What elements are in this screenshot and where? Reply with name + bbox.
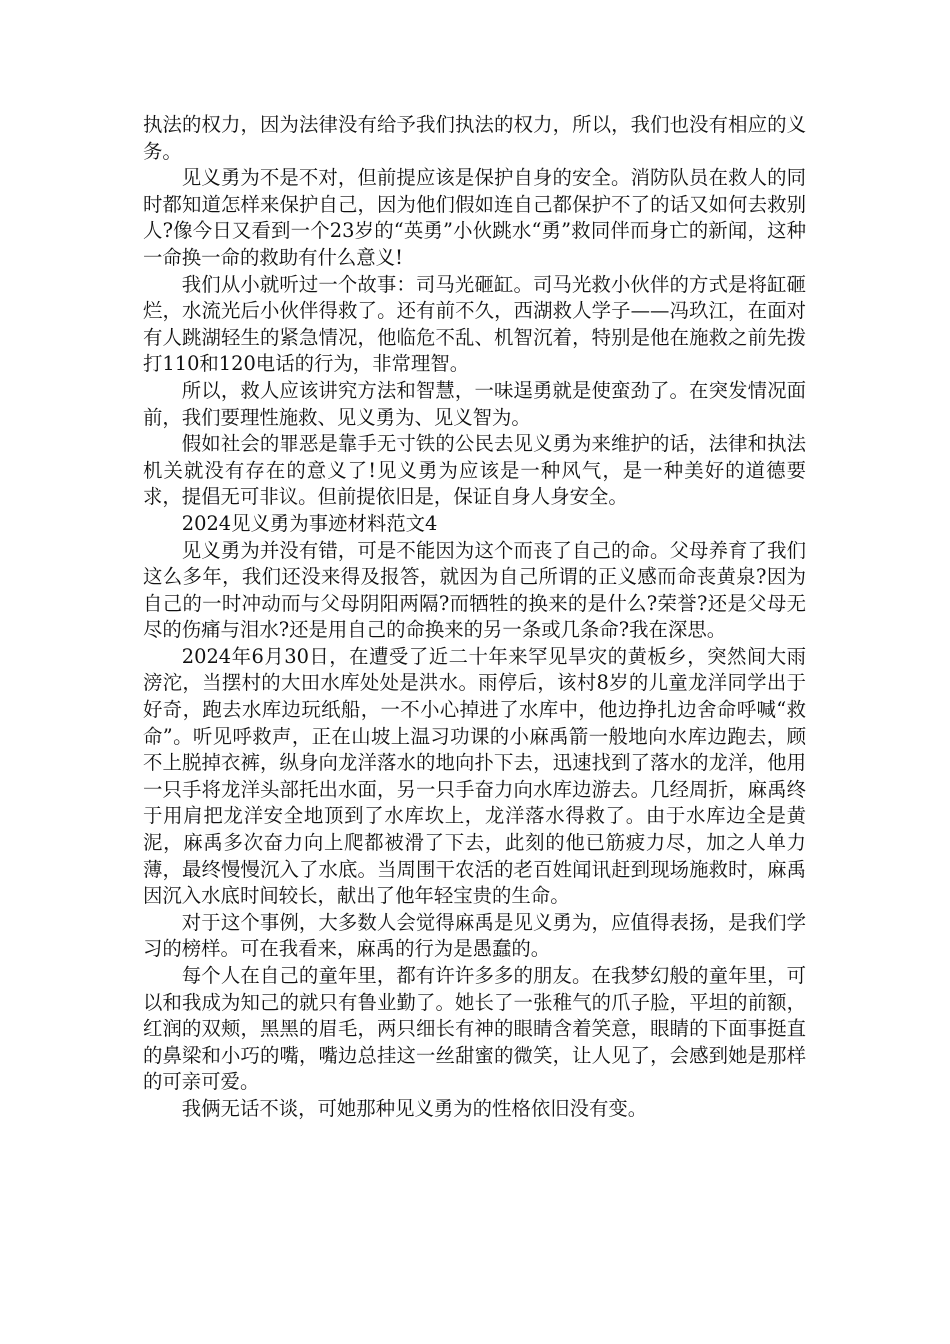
paragraph: 每个人在自己的童年里，都有许许多多的朋友。在我梦幻般的童年里，可以和我成为知己的就只有鲁业勤了。她长了一张稚气的爪子脸，平坦的前额，红润的双颊，黑黑的眉毛，两只细长有神的眼睛含着笑意，眼睛的下面事挺直的鼻梁和小巧的嘴，嘴边总挂这一丝甜蜜的微笑，让人见了，会感到她是那样的可亲可爱。 xyxy=(143,964,806,1094)
paragraph: 所以，救人应该讲究方法和智慧，一味逞勇就是使蛮劲了。在突发情况面前，我们要理性施救、见义勇为、见义智为。 xyxy=(143,378,806,429)
paragraph: 执法的权力，因为法律没有给予我们执法的权力，所以，我们也没有相应的义务。 xyxy=(143,113,806,163)
paragraph: 见义勇为并没有错，可是不能因为这个而丧了自己的命。父母养育了我们这么多年，我们还没来得及报答，就因为自己所谓的正义感而命丧黄泉?因为自己的一时冲动而与父母阴阳两隔?而牺牲的换来的是什么?荣誉?还是父母无尽的伤痛与泪水?还是用自己的命换来的另一条或几条命?我在深思。 xyxy=(143,538,806,642)
paragraph: 见义勇为不是不对，但前提应该是保护自身的安全。消防队员在救人的同时都知道怎样来保护自己，因为他们假如连自己都保护不了的话又如何去救别人?像今日又看到一个23岁的“英勇”小伙跳水“勇”救同伴而身亡的新闻，这种一命换一命的救助有什么意义! xyxy=(143,166,806,269)
paragraph: 假如社会的罪恶是靠手无寸铁的公民去见义勇为来维护的话，法律和执法机关就没有存在的意义了!见义勇为应该是一种风气，是一种美好的道德要求，提倡无可非议。但前提依旧是，保证自身人身安全。 xyxy=(143,432,806,509)
paragraph: 我们从小就听过一个故事：司马光砸缸。司马光救小伙伴的方式是将缸砸烂，水流光后小伙伴得救了。还有前不久，西湖救人学子——冯玖江，在面对有人跳湖轻生的紧急情况，他临危不乱、机智沉着，特别是他在施救之前先拨打110和120电话的行为，非常理智。 xyxy=(143,272,806,376)
paragraph: 对于这个事例，大多数人会觉得麻禹是见义勇为，应值得表扬，是我们学习的榜样。可在我看来，麻禹的行为是愚蠢的。 xyxy=(143,910,806,961)
section-heading: 2024见义勇为事迹材料范文4 xyxy=(181,511,438,535)
document-body xyxy=(143,112,806,1123)
paragraph: 2024年6月30日，在遭受了近二十年来罕见旱灾的黄板乡，突然间大雨滂沱，当摆村的大田水库处处是洪水。雨停后，该村8岁的儿童龙洋同学出于好奇，跑去水库边玩纸船，一不小心掉进了水库中，他边挣扎边舍命呼喊“救命”。听见呼救声，正在山坡上温习功课的小麻禹箭一般地向水库边跑去，顾不上脱掉衣裤，纵身向龙洋落水的地向扑下去，迅速找到了落水的龙洋，他用一只手将龙洋头部托出水面，另一只手奋力向水库边游去。几经周折，麻禹终于用肩把龙洋安全地顶到了水库坎上，龙洋落水得救了。由于水库边全是黄泥，麻禹多次奋力向上爬都被滑了下去，此刻的他已筋疲力尽，加之人单力薄，最终慢慢沉入了水底。当周围干农活的老百姓闻讯赶到现场施救时，麻禹因沉入水底时间较长，献出了他年轻宝贵的生命。 xyxy=(143,644,806,908)
paragraph: 我俩无话不谈，可她那种见义勇为的性格依旧没有变。 xyxy=(181,1096,648,1120)
